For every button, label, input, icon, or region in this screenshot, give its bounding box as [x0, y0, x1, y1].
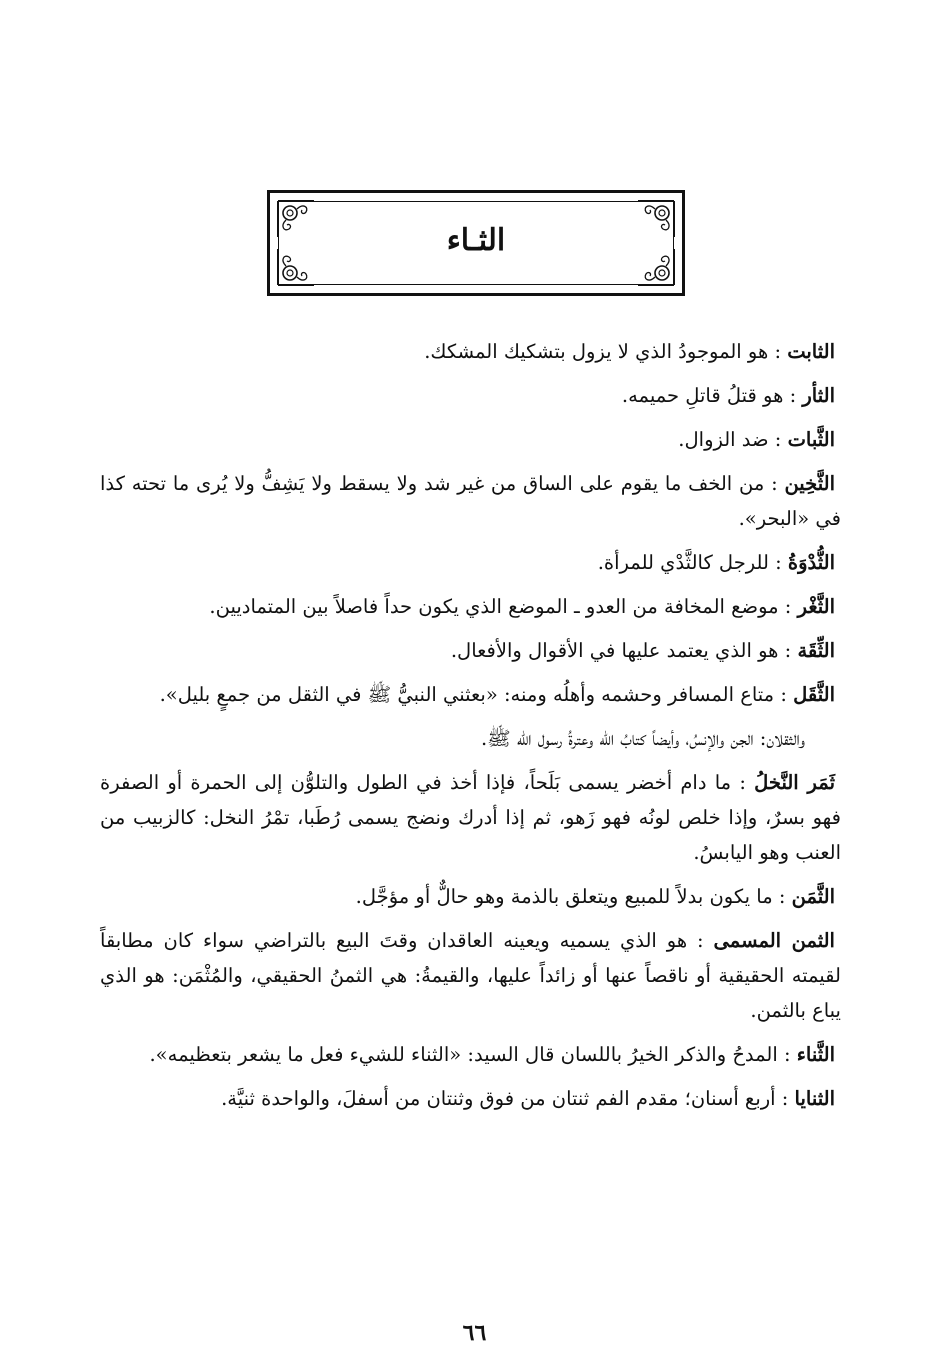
- entry-separator: :: [687, 929, 714, 952]
- entry-definition: هو الذي يعتمد عليها في الأقوال والأفعال.: [450, 639, 779, 662]
- glossary-entry: [100, 633, 841, 668]
- entry-term: الثَّغْر: [797, 595, 835, 618]
- entry-term: الثنايا: [794, 1087, 835, 1110]
- entry-definition: موضع المخافة من العدو ـ الموضع الذي يكون حداً فاصلاً بين المتماديين.: [209, 595, 779, 618]
- entry-definition: والثقلان: الجن والإنسُ، وأيضاً كتابُ الله وعترةُ رسول الله ﷺ.: [480, 727, 805, 750]
- entry-separator: :: [768, 551, 788, 574]
- entry-definition: أربع أسنان؛ مقدم الفم ثنتان من فوق وثنتان من أسفلَ، والواحدة ثنيَّة.: [221, 1087, 776, 1110]
- glossary-entry: [100, 923, 841, 1028]
- entry-separator: :: [775, 1087, 795, 1110]
- entry-separator: :: [768, 340, 788, 363]
- glossary-entry: [100, 589, 841, 624]
- entry-definition: للرجل كالثَّدْي للمرأة.: [597, 551, 769, 574]
- glossary-entry: [100, 1037, 841, 1072]
- glossary-entry: [100, 765, 841, 870]
- entry-term: الثمن المسمى: [713, 929, 835, 952]
- entry-definition: متاع المسافر وحشمه وأهلُه ومنه: «بعثني النبيُّ ﷺ في الثقل من جمعٍ بليل».: [159, 683, 775, 706]
- entry-term: الثِّقَة: [797, 639, 835, 662]
- entry-term: ثَمَر النَّخلُ: [754, 771, 835, 794]
- entry-term: الثَّقَل: [793, 683, 835, 706]
- entry-term: الثَّمَن: [791, 885, 835, 908]
- entry-definition: ما دام أخضر يسمى بَلَحاً، فإذا أخذ في الطول والتلوُّن إلى الحمرة أو الصفرة فهو بسرٌ، وإذا خلص لونُه فهو زَهو، ثم إذا أدرك ونضج يسمى رُطَبا، تمْرُ النخل: كالزبيب من العنب وهو اليابسُ.: [100, 771, 841, 864]
- glossary-entry: [100, 378, 841, 413]
- entry-term: الثُّدْوَةُ: [787, 551, 835, 574]
- section-heading-frame: [267, 190, 685, 296]
- entry-separator: :: [777, 1043, 797, 1066]
- entry-term: الثَّخِين: [784, 472, 835, 495]
- glossary-entry: [100, 1081, 841, 1116]
- glossary-entry: [100, 879, 841, 914]
- entry-separator: :: [731, 771, 755, 794]
- entry-separator: :: [778, 639, 798, 662]
- entry-definition: هو الذي يسميه ويعينه العاقدان وقتَ البيع بالتراضي سواء كان مطابقاً لقيمته الحقيقية أو ناقصاً عنها أو زائداً عليها، والقيمةُ: هي الثمنُ الحقيقي، والمُثْمَن: هو الذي يباع بالثمن.: [100, 929, 841, 1022]
- entry-definition: المدحُ والذكر الخيرُ باللسان قال السيد: «الثناء للشيء فعل ما يشعر بتعظيمه».: [149, 1043, 778, 1066]
- entry-separator: :: [774, 683, 794, 706]
- glossary-entry: [100, 545, 841, 580]
- entry-separator: :: [768, 428, 788, 451]
- glossary-entries: [100, 334, 841, 1125]
- entry-term: الثَّناء: [796, 1043, 835, 1066]
- entry-separator: :: [783, 384, 803, 407]
- entry-definition: من الخف ما يقوم على الساق من غير شد ولا يسقط ولا يَشِفُّ ولا يُرى ما تحته كذا في «البحر».: [100, 472, 841, 530]
- glossary-entry: [100, 422, 841, 457]
- entry-separator: :: [764, 472, 785, 495]
- entry-separator: :: [772, 885, 792, 908]
- entry-definition: هو قتلُ قاتلِ حميمه.: [621, 384, 784, 407]
- entry-term: الثأر: [802, 384, 835, 407]
- entry-term: الثابت: [787, 340, 835, 363]
- entry-definition: ما يكون بدلاً للمبيع ويتعلق بالذمة وهو حالٌّ أو مؤجَّل.: [355, 885, 773, 908]
- glossary-entry: [100, 677, 841, 712]
- entry-definition: ضد الزوال.: [678, 428, 769, 451]
- page-number: ٦٦: [462, 1320, 487, 1346]
- entry-separator: :: [778, 595, 798, 618]
- glossary-entry-continuation: [100, 721, 841, 756]
- glossary-entry: [100, 334, 841, 369]
- glossary-entry: [100, 466, 841, 536]
- section-title: الثـاء: [446, 223, 506, 258]
- entry-definition: هو الموجودُ الذي لا يزول بتشكيك المشكك.: [424, 340, 769, 363]
- entry-term: الثَّبات: [787, 428, 835, 451]
